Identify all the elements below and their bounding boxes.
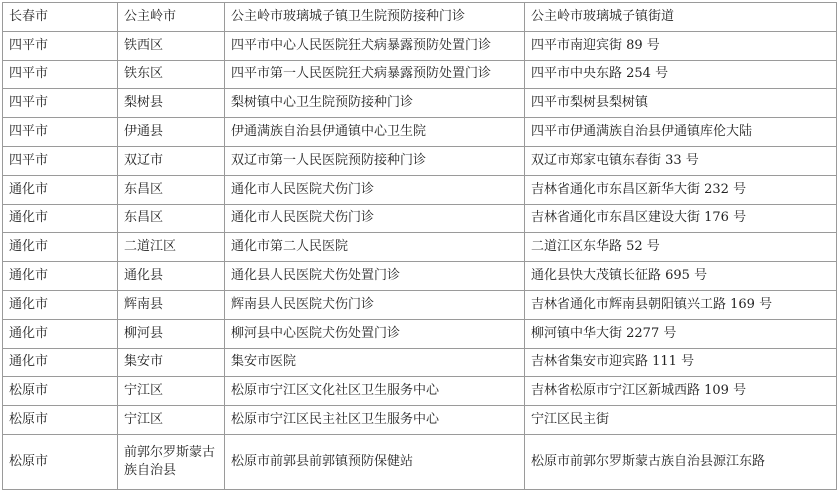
city-cell: 通化市 (3, 204, 118, 233)
clinic-cell: 通化市人民医院犬伤门诊 (225, 204, 525, 233)
address-cell: 通化县快大茂镇长征路 695 号 (525, 262, 837, 291)
clinic-cell: 伊通满族自治县伊通镇中心卫生院 (225, 118, 525, 147)
clinic-cell: 公主岭市玻璃城子镇卫生院预防接种门诊 (225, 3, 525, 32)
district-cell: 集安市 (118, 348, 225, 377)
district-cell: 辉南县 (118, 290, 225, 319)
clinic-cell: 通化市人民医院犬伤门诊 (225, 175, 525, 204)
clinic-cell: 双辽市第一人民医院预防接种门诊 (225, 146, 525, 175)
district-cell: 通化县 (118, 262, 225, 291)
district-cell: 东昌区 (118, 204, 225, 233)
address-cell: 公主岭市玻璃城子镇街道 (525, 3, 837, 32)
city-cell: 四平市 (3, 146, 118, 175)
district-cell: 双辽市 (118, 146, 225, 175)
clinic-cell: 柳河县中心医院犬伤处置门诊 (225, 319, 525, 348)
district-cell: 宁江区 (118, 377, 225, 406)
clinic-cell: 四平市中心人民医院狂犬病暴露预防处置门诊 (225, 31, 525, 60)
clinic-cell: 梨树镇中心卫生院预防接种门诊 (225, 89, 525, 118)
district-cell: 伊通县 (118, 118, 225, 147)
table-row (3, 89, 837, 118)
address-cell: 双辽市郑家屯镇东春街 33 号 (525, 146, 837, 175)
address-cell: 四平市梨树县梨树镇 (525, 89, 837, 118)
district-cell: 柳河县 (118, 319, 225, 348)
clinic-cell: 四平市第一人民医院狂犬病暴露预防处置门诊 (225, 60, 525, 89)
address-cell: 吉林省通化市东昌区建设大街 176 号 (525, 204, 837, 233)
city-cell: 松原市 (3, 377, 118, 406)
clinic-cell: 通化市第二人民医院 (225, 233, 525, 262)
address-cell: 四平市南迎宾街 89 号 (525, 31, 837, 60)
district-cell: 铁西区 (118, 31, 225, 60)
table-row (3, 406, 837, 435)
district-cell: 宁江区 (118, 406, 225, 435)
city-cell: 通化市 (3, 175, 118, 204)
city-cell: 通化市 (3, 262, 118, 291)
clinic-table (2, 2, 837, 490)
city-cell: 通化市 (3, 290, 118, 319)
clinic-cell: 辉南县人民医院犬伤门诊 (225, 290, 525, 319)
address-cell: 柳河镇中华大街 2277 号 (525, 319, 837, 348)
address-cell: 宁江区民主街 (525, 406, 837, 435)
address-cell: 四平市中央东路 254 号 (525, 60, 837, 89)
district-cell: 二道江区 (118, 233, 225, 262)
city-cell: 四平市 (3, 89, 118, 118)
district-cell: 公主岭市 (118, 3, 225, 32)
table-row (3, 60, 837, 89)
clinic-cell: 松原市宁江区文化社区卫生服务中心 (225, 377, 525, 406)
table-row (3, 146, 837, 175)
city-cell: 松原市 (3, 434, 118, 489)
district-cell: 梨树县 (118, 89, 225, 118)
table-row (3, 31, 837, 60)
city-cell: 通化市 (3, 233, 118, 262)
table-body (3, 3, 837, 490)
district-cell: 前郭尔罗斯蒙古族自治县 (118, 434, 225, 489)
address-cell: 吉林省松原市宁江区新城西路 109 号 (525, 377, 837, 406)
address-cell: 吉林省集安市迎宾路 111 号 (525, 348, 837, 377)
table-row (3, 175, 837, 204)
city-cell: 松原市 (3, 406, 118, 435)
city-cell: 通化市 (3, 348, 118, 377)
address-cell: 二道江区东华路 52 号 (525, 233, 837, 262)
table-row (3, 204, 837, 233)
clinic-cell: 通化县人民医院犬伤处置门诊 (225, 262, 525, 291)
city-cell: 长春市 (3, 3, 118, 32)
address-cell: 四平市伊通满族自治县伊通镇库伦大陆 (525, 118, 837, 147)
clinic-cell: 松原市前郭县前郭镇预防保健站 (225, 434, 525, 489)
city-cell: 四平市 (3, 31, 118, 60)
table-row (3, 377, 837, 406)
city-cell: 通化市 (3, 319, 118, 348)
table-row (3, 348, 837, 377)
table-row (3, 319, 837, 348)
clinic-cell: 集安市医院 (225, 348, 525, 377)
district-cell: 东昌区 (118, 175, 225, 204)
city-cell: 四平市 (3, 118, 118, 147)
table-row (3, 118, 837, 147)
table-row (3, 290, 837, 319)
table-row (3, 233, 837, 262)
table-row (3, 3, 837, 32)
address-cell: 松原市前郭尔罗斯蒙古族自治县源江东路 (525, 434, 837, 489)
address-cell: 吉林省通化市辉南县朝阳镇兴工路 169 号 (525, 290, 837, 319)
table-row (3, 434, 837, 489)
clinic-cell: 松原市宁江区民主社区卫生服务中心 (225, 406, 525, 435)
table-row (3, 262, 837, 291)
district-cell: 铁东区 (118, 60, 225, 89)
address-cell: 吉林省通化市东昌区新华大街 232 号 (525, 175, 837, 204)
city-cell: 四平市 (3, 60, 118, 89)
